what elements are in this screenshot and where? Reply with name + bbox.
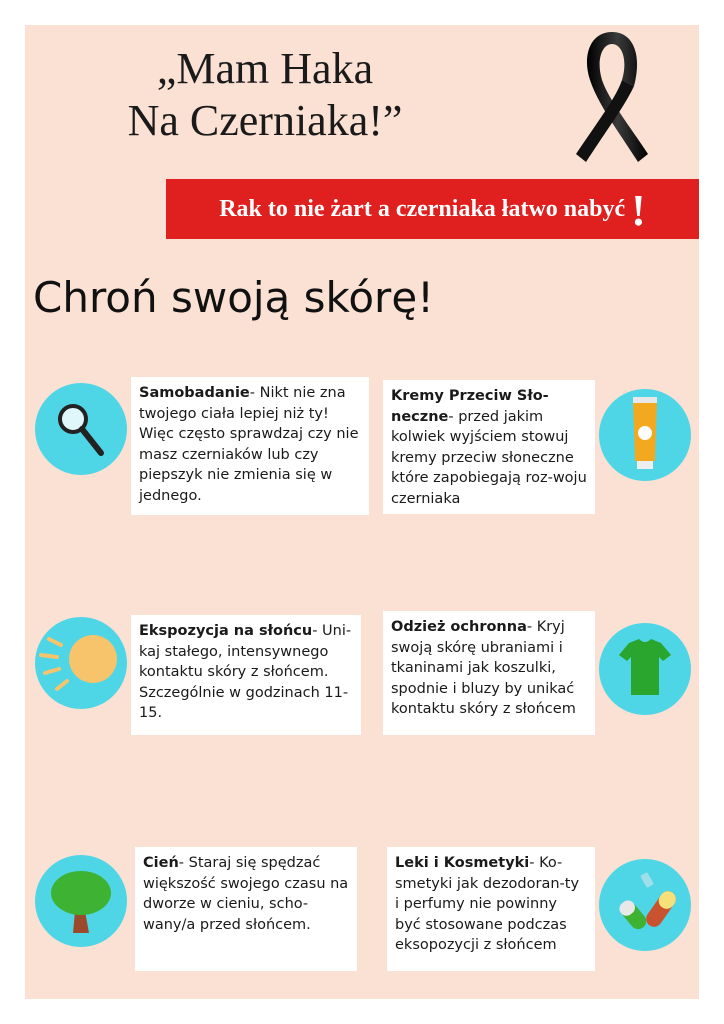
sunscreen-tube-icon xyxy=(599,389,691,481)
tip-card-clothing xyxy=(383,611,595,735)
headline xyxy=(85,43,445,147)
tip-text: - przed jakim kolwiek wyjściem stowuj kremy przeciw słoneczne które zapobiegają roz-woju czerniaka xyxy=(391,408,587,507)
magnifier-icon xyxy=(35,383,127,475)
tip-card-cosmetics xyxy=(387,847,595,971)
tip-title: Kremy Przeciw Sło-neczne xyxy=(391,388,549,425)
warning-banner xyxy=(166,179,699,239)
tip-card-self-exam xyxy=(131,377,369,515)
tip-text: - Uni-kaj stałego, intensywnego kontaktu skóry z słońcem. Szczególnie w godzinach 11-15. xyxy=(139,623,352,721)
tip-title: Ekspozycja na słońcu xyxy=(139,623,313,639)
poster xyxy=(25,25,699,999)
tip-text: - Staraj się spędzać większość swojego czasu na dworze w cieniu, scho-wany/a przed słońcem. xyxy=(143,855,349,933)
tip-title: Odzież ochronna xyxy=(391,619,527,635)
headline-line-1: „Mam Haka xyxy=(156,44,374,93)
tip-card-shade xyxy=(135,847,357,971)
sun-icon xyxy=(35,617,127,709)
section-title: Chroń swoją skórę! xyxy=(33,273,434,322)
tip-card-sun-exposure xyxy=(131,615,361,735)
awareness-ribbon-icon xyxy=(572,28,652,168)
tip-title: Leki i Kosmetyki xyxy=(395,855,530,871)
tip-text: - Kryj swoją skórę ubraniami i tkaninami jak koszulki, spodnie i bluzy by unikać kontaktu skóry z słońcem xyxy=(391,619,576,717)
tshirt-icon xyxy=(599,623,691,715)
tree-icon xyxy=(35,855,127,947)
banner-exclamation: ! xyxy=(631,186,646,235)
tip-text: - Ko-smetyki jak dezodoran-ty i perfumy nie powinny być stosowane podczas eksopozycji z słońcem xyxy=(395,855,580,953)
headline-line-2: Na Czerniaka!” xyxy=(127,96,403,145)
tip-text: - Nikt nie zna twojego ciała lepiej niż ty! Więc często sprawdzaj czy nie masz czerniaków lub czy piepszyk nie zmienia się w jednego. xyxy=(139,385,359,504)
tip-title: Samobadanie xyxy=(139,385,250,401)
tip-title: Cień xyxy=(143,855,179,871)
banner-text: Rak to nie żart a czerniaka łatwo nabyć xyxy=(219,195,626,222)
cosmetics-icon xyxy=(599,859,691,951)
tip-card-sunscreen xyxy=(383,380,595,514)
